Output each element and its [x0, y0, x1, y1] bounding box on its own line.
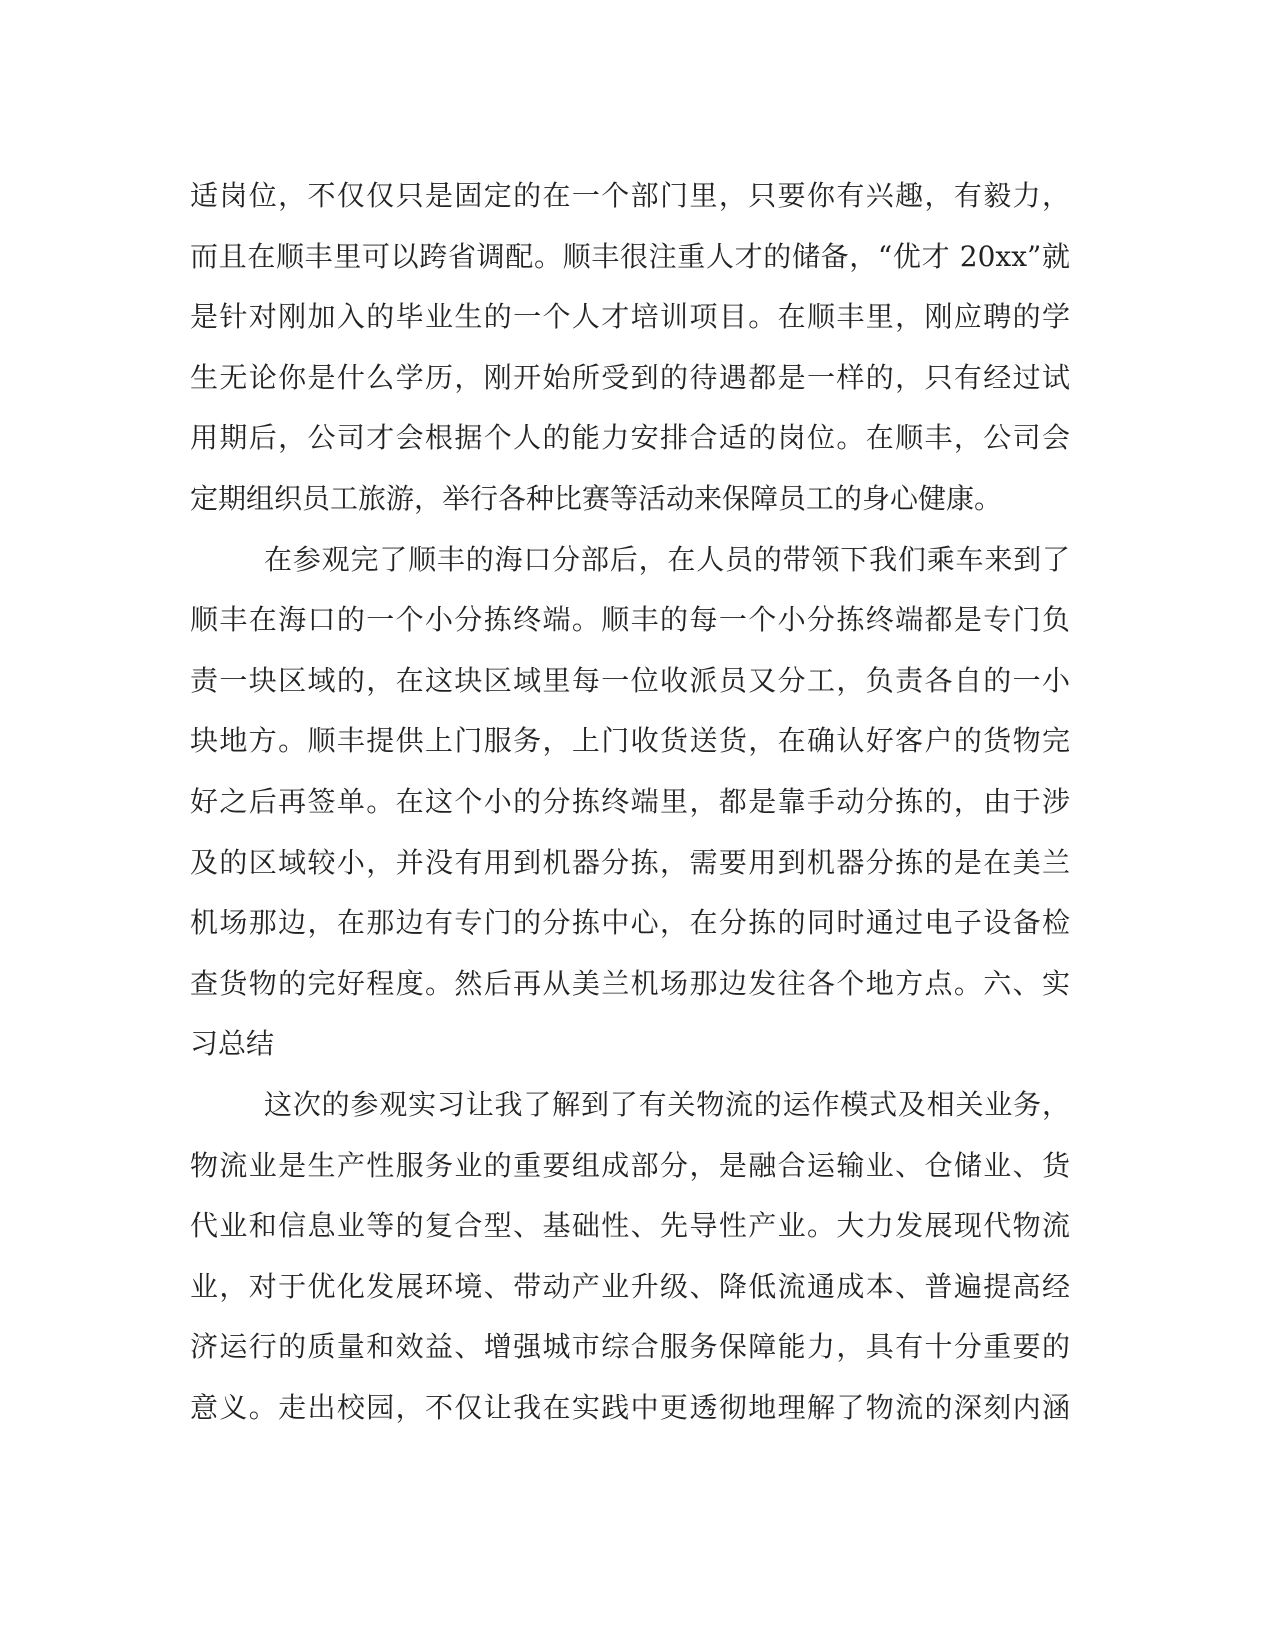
text-line: 意义。走出校园，不仅让我在实践中更透彻地理解了物流的深刻内涵	[190, 1390, 1070, 1424]
text-line: 适岗位，不仅仅只是固定的在一个部门里，只要你有兴趣，有毅力，	[190, 179, 1070, 212]
text-line: 查货物的完好程度。然后再从美兰机场那边发往各个地方点。六、实	[190, 966, 1070, 1000]
text-line: 代业和信息业等的复合型、基础性、先导性产业。大力发展现代物流	[190, 1209, 1070, 1243]
text-line: 而且在顺丰里可以跨省调配。顺丰很注重人才的储备，“优才 20xx”就	[190, 239, 1070, 273]
paragraph-start-line: 这次的参观实习让我了解到了有关物流的运作模式及相关业务，	[264, 1087, 1070, 1121]
text-line: 块地方。顺丰提供上门服务，上门收货送货，在确认好客户的货物完	[190, 724, 1070, 758]
paragraph-start-line: 在参观完了顺丰的海口分部后，在人员的带领下我们乘车来到了	[264, 542, 1070, 576]
text-line: 是针对刚加入的毕业生的一个人才培训项目。在顺丰里，刚应聘的学	[190, 300, 1070, 334]
text-line: 生无论你是什么学历，刚开始所受到的待遇都是一样的，只有经过试	[190, 360, 1070, 394]
text-line: 好之后再签单。在这个小的分拣终端里，都是靠手动分拣的，由于涉	[190, 784, 1070, 818]
text-line: 机场那边，在那边有专门的分拣中心，在分拣的同时通过电子设备检	[190, 906, 1070, 940]
text-line: 定期组织员工旅游，举行各种比赛等活动来保障员工的身心健康。	[190, 481, 1003, 515]
text-line: 济运行的质量和效益、增强城市综合服务保障能力，具有十分重要的	[190, 1330, 1070, 1364]
text-line: 物流业是生产性服务业的重要组成部分，是融合运输业、仓储业、货	[190, 1148, 1070, 1182]
text-line: 及的区域较小，并没有用到机器分拣，需要用到机器分拣的是在美兰	[190, 845, 1070, 879]
text-line: 习总结	[190, 1027, 275, 1061]
text-line: 用期后，公司才会根据个人的能力安排合适的岗位。在顺丰，公司会	[190, 421, 1070, 455]
body-text	[190, 166, 1070, 1438]
text-line: 责一块区域的，在这块区域里每一位收派员又分工，负责各自的一小	[190, 663, 1070, 697]
text-line: 顺丰在海口的一个小分拣终端。顺丰的每一个小分拣终端都是专门负	[190, 603, 1070, 637]
text-line: 业，对于优化发展环境、带动产业升级、降低流通成本、普遍提高经	[190, 1269, 1070, 1303]
